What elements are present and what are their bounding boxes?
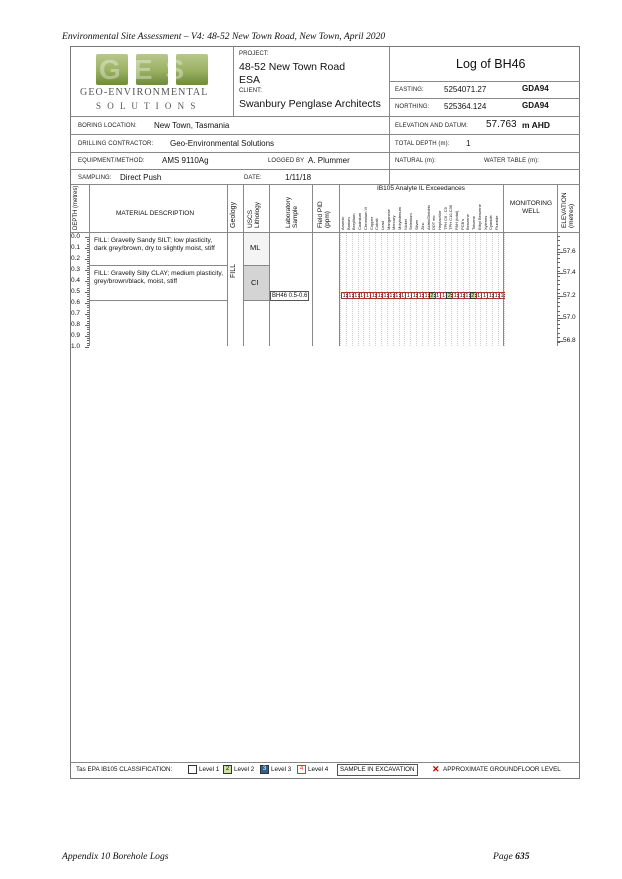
- log-title: Log of BH46: [456, 57, 526, 71]
- exceedance-value: 1: [482, 293, 487, 299]
- depth-minor-tick: [87, 327, 89, 328]
- elevation-tick-label: 56.8: [563, 337, 576, 344]
- elevation-minor-tick: [557, 258, 560, 259]
- analyte-grid-line: [393, 233, 394, 346]
- analyte-grid-line: [480, 233, 481, 346]
- elevation-minor-tick: [557, 289, 560, 290]
- analyte-header: Fluoride: [493, 215, 499, 230]
- project-name-line2: ESA: [239, 74, 261, 86]
- analyte-grid-line: [422, 233, 423, 346]
- layer-description-1: FILL: Gravelly Sandy SILT; low plasticity, dark grey/brown, dry to slightly moist, stiff: [94, 237, 215, 253]
- monitoring-well-column-header: MONITORING WELL: [509, 200, 553, 215]
- sampling-value: Direct Push: [120, 173, 162, 182]
- exceedance-value: 1: [459, 293, 463, 299]
- depth-tick: [85, 237, 89, 238]
- uscs-code-ci: CI: [251, 278, 259, 287]
- analyte-header: Cadmium: [357, 212, 363, 230]
- elevation-minor-tick: [557, 249, 560, 250]
- analyte-grid-line: [504, 233, 505, 346]
- depth-minor-tick: [87, 321, 89, 322]
- material-column-header: MATERIAL DESCRIPTION: [116, 210, 195, 217]
- drilling-contractor-value: Geo-Environmental Solutions: [170, 139, 275, 148]
- elevation-minor-tick: [557, 324, 560, 325]
- northing-datum: GDA94: [522, 101, 549, 110]
- depth-minor-tick: [87, 290, 89, 291]
- depth-tick: [85, 325, 89, 326]
- analyte-grid-line: [451, 233, 452, 346]
- drilling-contractor-label: DRILLING CONTRACTOR:: [78, 141, 154, 147]
- depth-minor-tick: [87, 283, 89, 284]
- exceedance-value: 1: [395, 293, 399, 299]
- analyte-header: Nickel: [402, 219, 408, 230]
- analyte-header: Manganese: [385, 209, 391, 230]
- divider: [557, 184, 558, 346]
- analyte-header: TPH C6 - C9: [442, 207, 448, 230]
- analyte-header: Aldrin/Dieldrin: [425, 205, 431, 230]
- page-number-prefix: Page: [493, 851, 516, 862]
- exceedance-value: 1: [360, 293, 364, 299]
- divider: [227, 184, 228, 346]
- depth-column-header: DEPTH (metres): [73, 185, 79, 230]
- uscs-code-ml: ML: [250, 243, 261, 252]
- uscs-layer-ml: [244, 233, 269, 266]
- legend-level2-box: 2: [223, 765, 232, 774]
- elevation-unit: m AHD: [522, 120, 551, 130]
- analyte-column-header: IB105 Analyte IL Exceedances: [377, 185, 465, 192]
- document-header: Environmental Site Assessment – V4: 48-52 New Town Road, New Town, April 2020: [62, 31, 386, 42]
- analyte-grid-line: [387, 233, 388, 346]
- elevation-minor-tick: [557, 293, 560, 294]
- northing-value: 525364.124: [444, 102, 487, 111]
- exceedance-value: 1: [365, 293, 370, 299]
- legend-level1-box: [188, 765, 197, 774]
- analyte-header: DDT etc: [431, 215, 437, 230]
- equipment-value: AMS 9110Ag: [162, 156, 209, 165]
- analyte-grid-line: [358, 233, 359, 346]
- exceedance-value: 1: [436, 293, 440, 299]
- elevation-minor-tick: [557, 236, 560, 237]
- page-number: [493, 851, 530, 862]
- depth-minor-tick: [87, 345, 89, 346]
- exceedance-value: 2: [447, 293, 451, 299]
- total-depth-label: TOTAL DEPTH (m):: [395, 141, 450, 147]
- depth-minor-tick: [87, 307, 89, 308]
- elevation-minor-tick: [557, 337, 560, 338]
- elevation-value: 57.763: [486, 119, 517, 130]
- analyte-grid-line: [457, 233, 458, 346]
- analyte-grid-line: [369, 233, 370, 346]
- elevation-minor-tick: [557, 284, 560, 285]
- geology-label: FILL: [230, 263, 237, 278]
- depth-minor-tick: [87, 338, 89, 339]
- analyte-header: Ethyl Benzene: [476, 204, 482, 230]
- analyte-header: Copper: [368, 216, 374, 230]
- layer-description-2: FILL: Gravelly Silty CLAY; medium plasticity, grey/brown/black, moist, stiff: [94, 270, 224, 286]
- depth-tick-label: 0.3: [71, 266, 81, 273]
- lab-sample-tag: BH46 0.5-0.6: [272, 293, 308, 299]
- company-logo: [96, 54, 210, 85]
- analyte-header: Cyanide: [488, 215, 494, 230]
- depth-minor-tick: [87, 294, 89, 295]
- depth-minor-tick: [87, 318, 89, 319]
- divider: [312, 184, 313, 346]
- depth-tick-label: 1.0: [71, 343, 81, 350]
- uscs-layer-ci: [244, 266, 269, 301]
- depth-tick: [85, 314, 89, 315]
- analyte-header: Arsenic: [340, 216, 345, 230]
- depth-tick-label: 0.9: [71, 332, 81, 339]
- analyte-grid-line: [404, 233, 405, 346]
- elevation-minor-tick: [557, 311, 560, 312]
- exceedance-value: 1: [354, 293, 358, 299]
- depth-minor-tick: [87, 244, 89, 245]
- layer-boundary: [89, 265, 227, 266]
- elevation-minor-tick: [557, 280, 560, 281]
- analyte-header: Selenium: [408, 213, 414, 230]
- layer-boundary: [89, 300, 227, 301]
- elevation-minor-tick: [557, 328, 560, 329]
- legend-level4-box: 4: [297, 765, 306, 774]
- legend-classification-label: Tas EPA IB105 CLASSIFICATION:: [76, 766, 173, 773]
- elevation-tick-label: 57.0: [563, 314, 576, 321]
- lab-sample-column-header: Laboratory Sample: [285, 196, 299, 228]
- analyte-grid-line: [340, 233, 341, 346]
- analyte-grid-line: [475, 233, 476, 346]
- analyte-header: PCB's: [459, 219, 465, 230]
- exceedance-value: 1: [500, 293, 504, 299]
- legend-groundfloor-label: APPROXIMATE GROUNDFLOOR LEVEL: [443, 766, 561, 773]
- logo-line1: GEO-ENVIRONMENTAL: [80, 87, 209, 98]
- client-name: Swanbury Penglase Architects: [239, 98, 381, 110]
- exceedance-value: 1: [412, 293, 416, 299]
- analyte-header: Molybdenum: [397, 207, 402, 230]
- divider: [70, 134, 580, 135]
- depth-tick-label: 0.0: [71, 233, 81, 240]
- depth-minor-tick: [87, 334, 89, 335]
- legend-level1-label: Level 1: [199, 766, 220, 773]
- analyte-header: Silver: [414, 219, 420, 230]
- boring-location-label: BORING LOCATION:: [78, 123, 137, 129]
- analyte-header: PAH (total): [454, 210, 459, 230]
- elevation-tick-label: 57.6: [563, 248, 576, 255]
- divider: [233, 46, 234, 116]
- depth-minor-tick: [87, 257, 89, 258]
- exceedance-value: 1: [383, 293, 387, 299]
- elevation-minor-tick: [557, 276, 560, 277]
- analyte-grid-line: [410, 233, 411, 346]
- analyte-grid-line: [352, 233, 353, 346]
- elevation-minor-tick: [557, 271, 560, 272]
- elevation-minor-tick: [557, 254, 560, 255]
- elevation-minor-tick: [557, 267, 560, 268]
- divider: [389, 81, 580, 82]
- exceedance-value: 2: [430, 293, 434, 299]
- exceedance-value: 1: [442, 293, 446, 299]
- exceedance-value: 1: [389, 293, 393, 299]
- depth-minor-tick: [87, 272, 89, 273]
- depth-minor-tick: [87, 241, 89, 242]
- exceedance-value: 1: [348, 293, 352, 299]
- depth-minor-tick: [87, 340, 89, 341]
- exceedance-value: 1: [371, 293, 375, 299]
- elevation-minor-tick: [557, 315, 560, 316]
- document-footer-title: Appendix 10 Borehole Logs: [62, 851, 169, 862]
- easting-label: EASTING:: [395, 87, 424, 93]
- legend-level2-label: Level 2: [234, 766, 255, 773]
- exceedance-value: 1: [406, 293, 410, 299]
- exceedance-value: 2: [471, 293, 475, 299]
- legend-level4-label: Level 4: [308, 766, 329, 773]
- depth-tick-label: 0.6: [71, 299, 81, 306]
- elevation-column-header: ELEVATION (metres): [561, 192, 575, 228]
- exceedance-value: 1: [477, 293, 481, 299]
- depth-minor-tick: [87, 268, 89, 269]
- equipment-label: EQUIPMENT/METHOD:: [78, 158, 145, 164]
- exceedance-value: 1: [424, 293, 428, 299]
- legend-level3-box: 3: [260, 765, 269, 774]
- sampling-label: SAMPLING:: [78, 175, 112, 181]
- date-value: 1/11/18: [285, 173, 312, 182]
- logo-letters: GES: [99, 54, 198, 85]
- depth-tick: [85, 303, 89, 304]
- analyte-grid-line: [434, 233, 435, 346]
- exceedance-value: 1: [377, 293, 381, 299]
- depth-minor-tick: [87, 316, 89, 317]
- elevation-minor-tick: [557, 320, 560, 321]
- exceedance-value: 1: [453, 293, 457, 299]
- divider: [70, 169, 580, 170]
- project-name: 48-52 New Town Road: [239, 61, 346, 73]
- elevation-tick-label: 57.2: [563, 292, 576, 299]
- depth-minor-tick: [87, 246, 89, 247]
- depth-tick-label: 0.1: [71, 244, 81, 251]
- depth-minor-tick: [87, 285, 89, 286]
- analyte-grid-line: [469, 233, 470, 346]
- elevation-minor-tick: [557, 245, 560, 246]
- depth-tick-label: 0.4: [71, 277, 81, 284]
- exceedance-value: 1: [465, 293, 469, 299]
- analyte-grid-line: [492, 233, 493, 346]
- depth-minor-tick: [87, 261, 89, 262]
- analyte-grid-line: [399, 233, 400, 346]
- exceedance-value: 1: [418, 293, 422, 299]
- depth-minor-tick: [87, 310, 89, 311]
- analyte-grid-line: [346, 233, 347, 346]
- exceedance-value: 1: [494, 293, 498, 299]
- analyte-header: Lead: [379, 221, 385, 230]
- elevation-minor-tick: [557, 333, 560, 334]
- field-pid-column-header: Field PID (ppm): [317, 201, 331, 228]
- analyte-header: Mercury: [391, 215, 397, 230]
- depth-tick: [85, 347, 89, 348]
- elevation-minor-tick: [557, 302, 560, 303]
- depth-minor-tick: [87, 288, 89, 289]
- depth-tick: [85, 248, 89, 249]
- analyte-grid-line: [381, 233, 382, 346]
- analyte-grid-line: [416, 233, 417, 346]
- depth-minor-tick: [87, 239, 89, 240]
- natural-label: NATURAL (m):: [395, 158, 436, 164]
- divider: [269, 184, 270, 346]
- elevation-minor-tick: [557, 298, 560, 299]
- elevation-minor-tick: [557, 342, 560, 343]
- depth-tick: [85, 270, 89, 271]
- depth-minor-tick: [87, 255, 89, 256]
- depth-tick: [85, 292, 89, 293]
- exceedance-value: 1: [488, 293, 492, 299]
- logged-by-label: LOGGED BY: [268, 158, 305, 164]
- analyte-header: Toluene: [471, 215, 477, 230]
- analyte-header: Xylenes: [482, 215, 488, 230]
- depth-tick: [85, 336, 89, 337]
- depth-minor-tick: [87, 250, 89, 251]
- project-label: PROJECT:: [239, 51, 269, 57]
- logo-line2: S O L U T I O N S: [96, 101, 198, 111]
- geology-column-header: Geology: [230, 201, 237, 228]
- easting-datum: GDA94: [522, 84, 549, 93]
- analyte-grid-line: [428, 233, 429, 346]
- analyte-grid-line: [498, 233, 499, 346]
- depth-minor-tick: [87, 323, 89, 324]
- elevation-minor-tick: [557, 240, 560, 241]
- depth-minor-tick: [87, 274, 89, 275]
- depth-minor-tick: [87, 332, 89, 333]
- depth-minor-tick: [87, 277, 89, 278]
- date-label: DATE:: [244, 175, 262, 181]
- depth-tick-label: 0.8: [71, 321, 81, 328]
- depth-minor-tick: [87, 296, 89, 297]
- elevation-label: ELEVATION AND DATUM:: [395, 123, 469, 129]
- elevation-minor-tick: [557, 262, 560, 263]
- depth-tick-label: 0.2: [71, 255, 81, 262]
- exceedance-value: 1: [401, 293, 405, 299]
- depth-tick: [85, 281, 89, 282]
- analyte-header: Benzene: [465, 214, 471, 230]
- exceedance-value: 1: [342, 293, 346, 299]
- divider: [70, 152, 580, 153]
- water-table-label: WATER TABLE (m):: [484, 158, 540, 164]
- analyte-header: Zinc: [419, 222, 425, 230]
- depth-tick-label: 0.5: [71, 288, 81, 295]
- divider: [70, 762, 580, 763]
- elevation-tick-label: 57.4: [563, 269, 576, 276]
- logged-by-value: A. Plummer: [308, 156, 350, 165]
- depth-minor-tick: [87, 343, 89, 344]
- analyte-grid-line: [439, 233, 440, 346]
- analyte-header: Chromium VI: [362, 206, 368, 230]
- depth-tick-label: 0.7: [71, 310, 81, 317]
- boring-location-value: New Town, Tasmania: [154, 121, 230, 130]
- analyte-grid-line: [445, 233, 446, 346]
- analyte-grid-line: [363, 233, 364, 346]
- analyte-header: Cobalt: [374, 218, 380, 230]
- total-depth-value: 1: [466, 139, 471, 148]
- client-label: CLIENT:: [239, 88, 263, 94]
- elevation-minor-tick: [557, 306, 560, 307]
- depth-minor-tick: [87, 312, 89, 313]
- page-number-value: 635: [515, 851, 530, 862]
- analyte-header: TPH C10-C36: [448, 204, 454, 230]
- divider: [389, 46, 390, 184]
- legend-sample-in-excavation: SAMPLE IN EXCAVATION: [337, 764, 418, 776]
- analyte-grid-line: [463, 233, 464, 346]
- cross-icon: ✕: [432, 764, 440, 774]
- uscs-column-header: USCS Lithology: [247, 201, 261, 228]
- legend-level3-label: Level 3: [271, 766, 292, 773]
- analyte-header: Beryllium: [351, 213, 357, 230]
- divider: [70, 116, 580, 117]
- depth-tick: [85, 259, 89, 260]
- analyte-grid-line: [486, 233, 487, 346]
- analyte-header: Heptachlor: [436, 210, 442, 230]
- northing-label: NORTHING:: [395, 104, 430, 110]
- divider: [389, 98, 580, 99]
- easting-value: 5254071.27: [444, 85, 487, 94]
- depth-minor-tick: [87, 279, 89, 280]
- depth-minor-tick: [87, 252, 89, 253]
- analyte-grid-line: [375, 233, 376, 346]
- depth-minor-tick: [87, 305, 89, 306]
- analyte-header: Barium: [345, 217, 351, 230]
- depth-minor-tick: [87, 329, 89, 330]
